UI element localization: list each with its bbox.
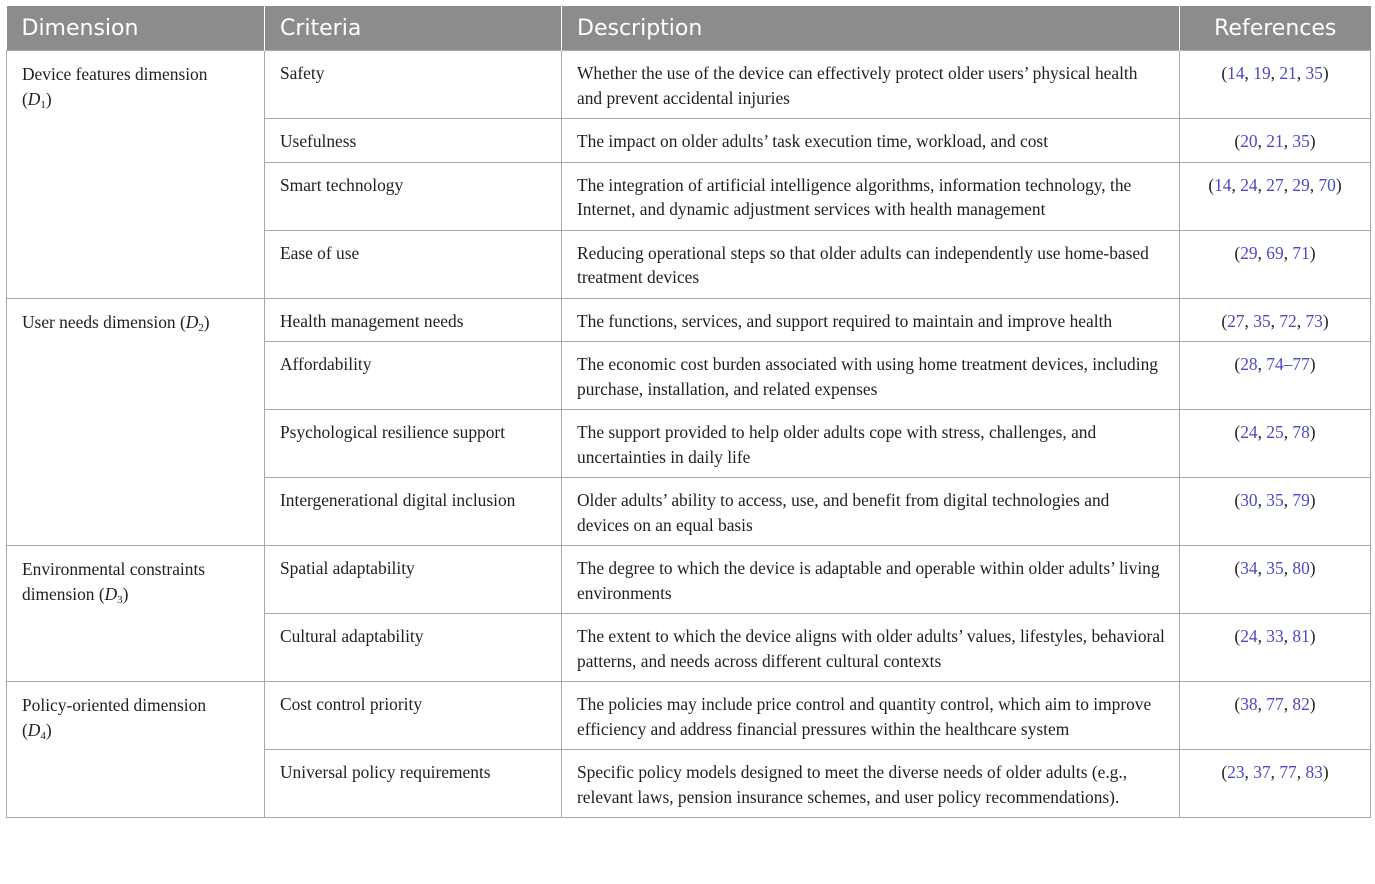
reference-link[interactable]: 35 xyxy=(1266,490,1284,510)
reference-link[interactable]: 21 xyxy=(1266,131,1284,151)
dimension-cell: User needs dimension $(D_2)$ xyxy=(7,298,265,546)
header-description: Description xyxy=(562,6,1180,51)
references-cell: (30, 35, 79) xyxy=(1180,478,1371,546)
reference-link[interactable]: 78 xyxy=(1292,422,1310,442)
reference-link[interactable]: 30 xyxy=(1240,490,1258,510)
reference-link[interactable]: 34 xyxy=(1240,558,1258,578)
criteria-cell: Spatial adaptability xyxy=(265,546,562,614)
description-cell: Specific policy models designed to meet the diverse needs of older adults (e.g., relevant laws, pension insurance schemes, and user policy recommendations). xyxy=(562,750,1180,818)
references-cell: (14, 19, 21, 35) xyxy=(1180,51,1371,119)
table-row xyxy=(7,682,1371,750)
dimension-symbol: D xyxy=(27,719,41,740)
reference-link[interactable]: 24 xyxy=(1240,422,1258,442)
references-cell: (34, 35, 80) xyxy=(1180,546,1371,614)
criteria-cell: Health management needs xyxy=(265,298,562,342)
dimension-cell: Device features dimension $(D_1)$ xyxy=(7,51,265,299)
reference-link[interactable]: 27 xyxy=(1227,310,1245,331)
header-references: References xyxy=(1180,6,1371,51)
reference-link[interactable]: 77 xyxy=(1266,694,1284,714)
description-cell: The extent to which the device aligns with older adults’ values, lifestyles, behavioral patterns, and needs across different cultural contexts xyxy=(562,614,1180,682)
table-body xyxy=(7,51,1371,818)
description-cell: The policies may include price control and quantity control, which aim to improve efficiency and address financial pressures within the healthcare system xyxy=(562,682,1180,750)
description-cell: The integration of artificial intelligence algorithms, information technology, the Internet, and dynamic adjustment services with health management xyxy=(562,162,1180,230)
dimension-symbol: D xyxy=(185,311,199,332)
dimension-cell: Environmental constraints dimension $(D_3)$ xyxy=(7,546,265,682)
dimension-symbol: D xyxy=(104,583,118,604)
reference-link[interactable]: 72 xyxy=(1279,310,1297,331)
description-cell: The impact on older adults’ task execution time, workload, and cost xyxy=(562,119,1180,163)
reference-link[interactable]: 80 xyxy=(1292,558,1310,578)
reference-link[interactable]: 14 xyxy=(1227,63,1245,83)
reference-link[interactable]: 29 xyxy=(1240,242,1258,263)
reference-link[interactable]: 27 xyxy=(1266,174,1284,195)
references-cell: (14, 24, 27, 29, 70) xyxy=(1180,162,1371,230)
criteria-table xyxy=(6,6,1371,818)
references-cell: (27, 35, 72, 73) xyxy=(1180,298,1371,342)
header-criteria: Criteria xyxy=(265,6,562,51)
table-row xyxy=(7,298,1371,342)
description-cell: Whether the use of the device can effectively protect older users’ physical health and prevent accidental injuries xyxy=(562,51,1180,119)
reference-link[interactable]: 83 xyxy=(1305,762,1323,782)
table-header xyxy=(7,6,1371,51)
reference-link[interactable]: 20 xyxy=(1240,131,1258,151)
dimension-name: Device features dimension xyxy=(22,64,208,84)
criteria-cell: Psychological resilience support xyxy=(265,410,562,478)
reference-link[interactable]: 24 xyxy=(1240,174,1258,195)
references-cell: (24, 25, 78) xyxy=(1180,410,1371,478)
reference-link[interactable]: 74–77 xyxy=(1266,354,1310,374)
reference-link[interactable]: 69 xyxy=(1266,242,1284,263)
description-cell: The support provided to help older adults cope with stress, challenges, and uncertainties in daily life xyxy=(562,410,1180,478)
criteria-cell: Universal policy requirements xyxy=(265,750,562,818)
dimension-cell: Policy-oriented dimension $(D_4)$ xyxy=(7,682,265,818)
reference-link[interactable]: 14 xyxy=(1214,174,1232,195)
references-cell: (23, 37, 77, 83) xyxy=(1180,750,1371,818)
criteria-cell: Usefulness xyxy=(265,119,562,163)
dimension-name: Policy-oriented dimension xyxy=(22,695,207,715)
reference-link[interactable]: 35 xyxy=(1292,131,1310,151)
description-cell: The economic cost burden associated with using home treatment devices, including purchase, installation, and related expenses xyxy=(562,342,1180,410)
dimension-subscript: 3 xyxy=(117,593,123,606)
reference-link[interactable]: 35 xyxy=(1266,558,1284,578)
references-cell: (24, 33, 81) xyxy=(1180,614,1371,682)
reference-link[interactable]: 77 xyxy=(1279,762,1297,782)
description-cell: The degree to which the device is adaptable and operable within older adults’ living environments xyxy=(562,546,1180,614)
reference-link[interactable]: 38 xyxy=(1240,694,1258,714)
criteria-cell: Safety xyxy=(265,51,562,119)
reference-link[interactable]: 25 xyxy=(1266,422,1284,442)
reference-link[interactable]: 29 xyxy=(1292,174,1310,195)
reference-link[interactable]: 73 xyxy=(1305,310,1323,331)
description-cell: Older adults’ ability to access, use, and benefit from digital technologies and devices on an equal basis xyxy=(562,478,1180,546)
dimension-name: Environmental constraints dimension xyxy=(22,559,206,604)
criteria-cell: Cost control priority xyxy=(265,682,562,750)
reference-link[interactable]: 24 xyxy=(1240,626,1258,646)
criteria-cell: Affordability xyxy=(265,342,562,410)
reference-link[interactable]: 21 xyxy=(1279,63,1297,83)
criteria-cell: Cultural adaptability xyxy=(265,614,562,682)
dimension-subscript: 2 xyxy=(198,321,204,334)
reference-link[interactable]: 37 xyxy=(1253,762,1271,782)
dimension-name: User needs dimension xyxy=(22,311,176,332)
references-cell: (38, 77, 82) xyxy=(1180,682,1371,750)
description-cell: Reducing operational steps so that older adults can independently use home-based treatment devices xyxy=(562,230,1180,298)
references-cell: (29, 69, 71) xyxy=(1180,230,1371,298)
dimension-symbol: D xyxy=(27,88,41,109)
table-row xyxy=(7,546,1371,614)
reference-link[interactable]: 19 xyxy=(1253,63,1271,83)
reference-link[interactable]: 79 xyxy=(1292,490,1310,510)
description-cell: The functions, services, and support required to maintain and improve health xyxy=(562,298,1180,342)
reference-link[interactable]: 70 xyxy=(1318,174,1336,195)
reference-link[interactable]: 82 xyxy=(1292,694,1310,714)
reference-link[interactable]: 33 xyxy=(1266,626,1284,646)
header-dimension: Dimension xyxy=(7,6,265,51)
reference-link[interactable]: 71 xyxy=(1292,242,1310,263)
reference-link[interactable]: 35 xyxy=(1253,310,1271,331)
reference-link[interactable]: 23 xyxy=(1227,762,1245,782)
criteria-cell: Smart technology xyxy=(265,162,562,230)
reference-link[interactable]: 28 xyxy=(1240,354,1258,374)
table-row xyxy=(7,51,1371,119)
criteria-cell: Intergenerational digital inclusion xyxy=(265,478,562,546)
reference-link[interactable]: 81 xyxy=(1292,626,1310,646)
criteria-cell: Ease of use xyxy=(265,230,562,298)
reference-link[interactable]: 35 xyxy=(1305,63,1323,83)
dimension-subscript: 4 xyxy=(40,729,46,742)
criteria-table-container xyxy=(6,6,1370,818)
references-cell: (28, 74–77) xyxy=(1180,342,1371,410)
references-cell: (20, 21, 35) xyxy=(1180,119,1371,163)
dimension-subscript: 1 xyxy=(40,98,46,111)
